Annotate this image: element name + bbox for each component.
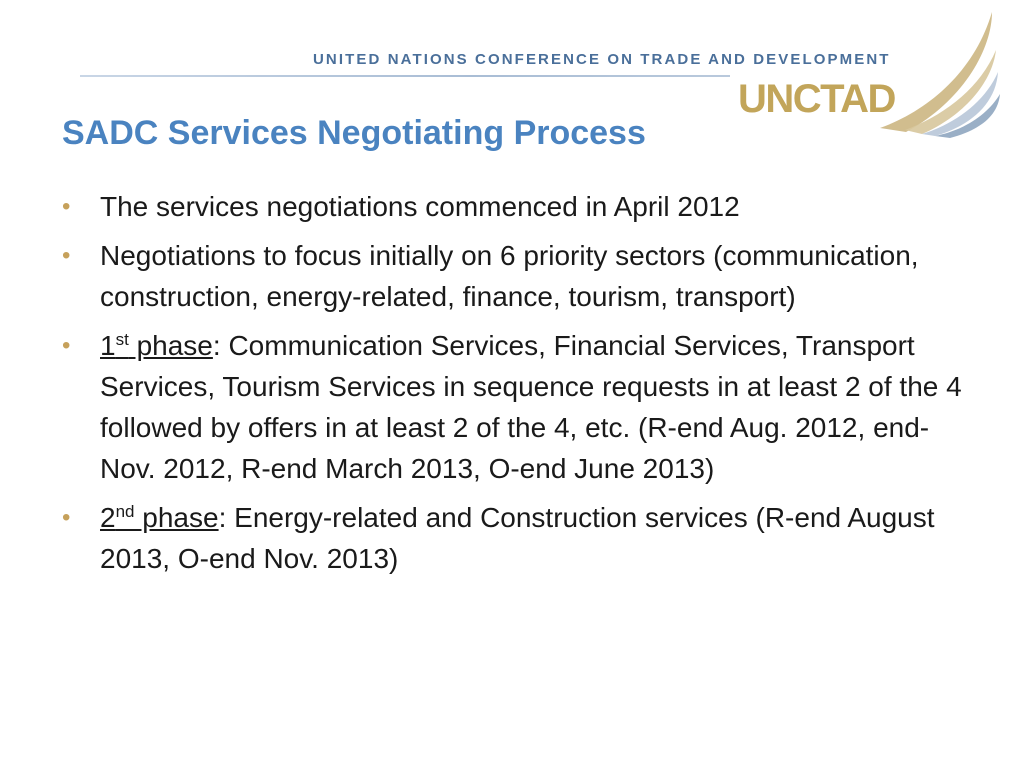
bullet-dot-icon: • (62, 193, 71, 220)
bullet-dot-icon: • (62, 504, 71, 531)
bullet-text: : Communication Services, Financial Services, Transport Services, Tourism Services in sequence requests in at least 2 of the 4 followed by offers in at least 2 of the 4, etc. (R-end Aug. 2012, end-Nov. 2012, R-end March 2013, O-end June 2013) (100, 330, 962, 484)
bullet-text: Negotiations to focus initially on 6 priority sectors (communication, construction, energy-related, finance, tourism, transport) (100, 240, 919, 312)
phase-label (100, 330, 213, 361)
logo-text: UNCTAD (738, 77, 895, 121)
phase-ordinal: nd (115, 502, 135, 521)
bullet-item (62, 325, 962, 489)
bullet-item (62, 235, 962, 317)
unctad-logo (730, 10, 1020, 140)
header-rule (80, 75, 730, 77)
bullet-text: : Energy-related and Construction services (R-end August 2013, O-end Nov. 2013) (100, 502, 935, 574)
phase-label (100, 502, 219, 533)
phase-word: phase (128, 330, 213, 361)
slide-title: SADC Services Negotiating Process (62, 114, 646, 152)
phase-number: 1 (100, 330, 116, 361)
bullet-dot-icon: • (62, 242, 71, 269)
bullet-list (62, 186, 962, 587)
bullet-text: The services negotiations commenced in April 2012 (100, 191, 740, 222)
bullet-item (62, 497, 962, 579)
phase-number: 2 (100, 502, 116, 533)
bullet-dot-icon: • (62, 332, 71, 359)
bullet-item (62, 186, 962, 227)
org-name: UNITED NATIONS CONFERENCE ON TRADE AND DEVELOPMENT (313, 51, 891, 68)
phase-ordinal: st (115, 330, 129, 349)
phase-word: phase (134, 502, 219, 533)
